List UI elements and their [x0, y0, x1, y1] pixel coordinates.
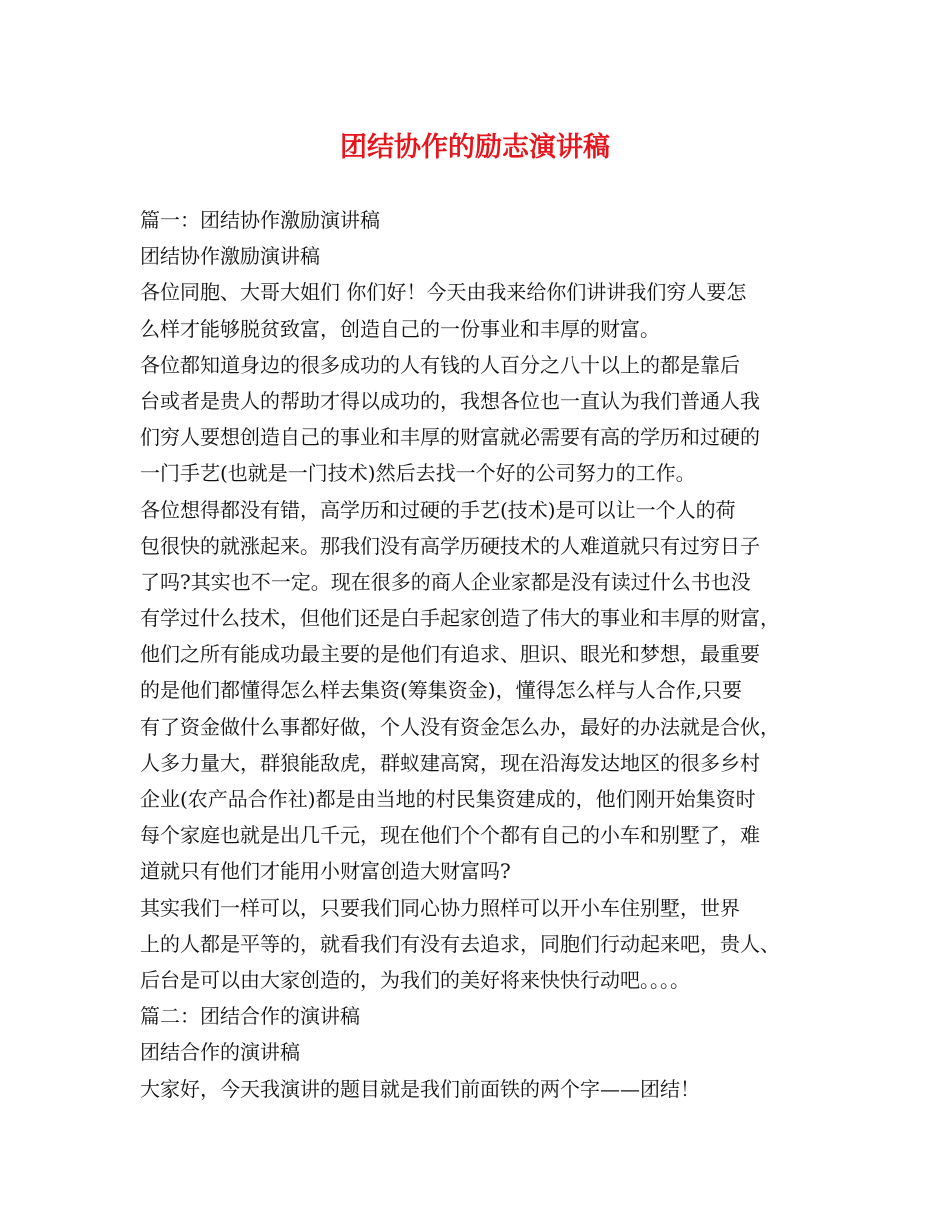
- text-line: 篇一：团结协作激励演讲稿: [140, 208, 380, 232]
- text-line: 有了资金做什么事都好做，个人没有资金怎么办，最好的办法就是合伙，: [140, 714, 780, 739]
- text-line: 一门手艺(也就是一门技术)然后去找一个好的公司努力的工作。: [140, 461, 696, 486]
- text-line: 企业(农产品合作社)都是由当地的村民集资建成的，他们刚开始集资时: [140, 787, 756, 811]
- text-line: 篇二：团结合作的演讲稿: [140, 1004, 360, 1029]
- text-line: 他们之所有能成功最主要的是他们有追求、胆识、眼光和梦想，最重要: [140, 642, 760, 667]
- text-line: 了吗?其实也不一定。现在很多的商人企业家都是没有读过什么书也没: [140, 569, 751, 594]
- document-title: 团结协作的励志演讲稿: [340, 132, 610, 163]
- text-line: 各位都知道身边的很多成功的人有钱的人百分之八十以上的都是靠后: [140, 352, 740, 377]
- text-line: 么样才能够脱贫致富，创造自己的一份事业和丰厚的财富。: [140, 316, 660, 341]
- document-body: [140, 202, 830, 1107]
- text-line: 每个家庭也就是出几千元，现在他们个个都有自己的小车和别墅了，难: [140, 823, 760, 848]
- text-line: 上的人都是平等的，就看我们有没有去追求，同胞们行动起来吧，贵人、: [140, 931, 780, 956]
- text-line: 团结协作激励演讲稿: [140, 244, 320, 269]
- text-line: 大家好，今天我演讲的题目就是我们前面铁的两个字——团结！: [140, 1076, 700, 1101]
- text-line: 各位想得都没有错，高学历和过硬的手艺(技术)是可以让一个人的荷: [140, 497, 736, 522]
- text-line: 的是他们都懂得怎么样去集资(筹集资金)，懂得怎么样与人合作,只要: [140, 678, 742, 703]
- text-line: 各位同胞、大哥大姐们 你们好！今天由我来给你们讲讲我们穷人要怎: [140, 280, 747, 305]
- text-line: 道就只有他们才能用小财富创造大财富吗?: [140, 859, 511, 884]
- text-line: 有学过什么技术，但他们还是白手起家创造了伟大的事业和丰厚的财富，: [140, 606, 780, 631]
- text-line: 其实我们一样可以，只要我们同心协力照样可以开小车住别墅，世界: [140, 895, 740, 920]
- text-line: 台或者是贵人的帮助才得以成功的，我想各位也一直认为我们普通人我: [140, 388, 760, 413]
- text-line: 们穷人要想创造自己的事业和丰厚的财富就必需要有高的学历和过硬的: [140, 425, 760, 450]
- text-line: 人多力量大，群狼能敌虎，群蚁建高窝，现在沿海发达地区的很多乡村: [140, 750, 760, 775]
- text-line: 包很快的就涨起来。那我们没有高学历硬技术的人难道就只有过穷日子: [140, 533, 760, 558]
- text-line: 团结合作的演讲稿: [140, 1040, 300, 1065]
- text-line: 后台是可以由大家创造的，为我们的美好将来快快行动吧。。。。: [140, 967, 690, 992]
